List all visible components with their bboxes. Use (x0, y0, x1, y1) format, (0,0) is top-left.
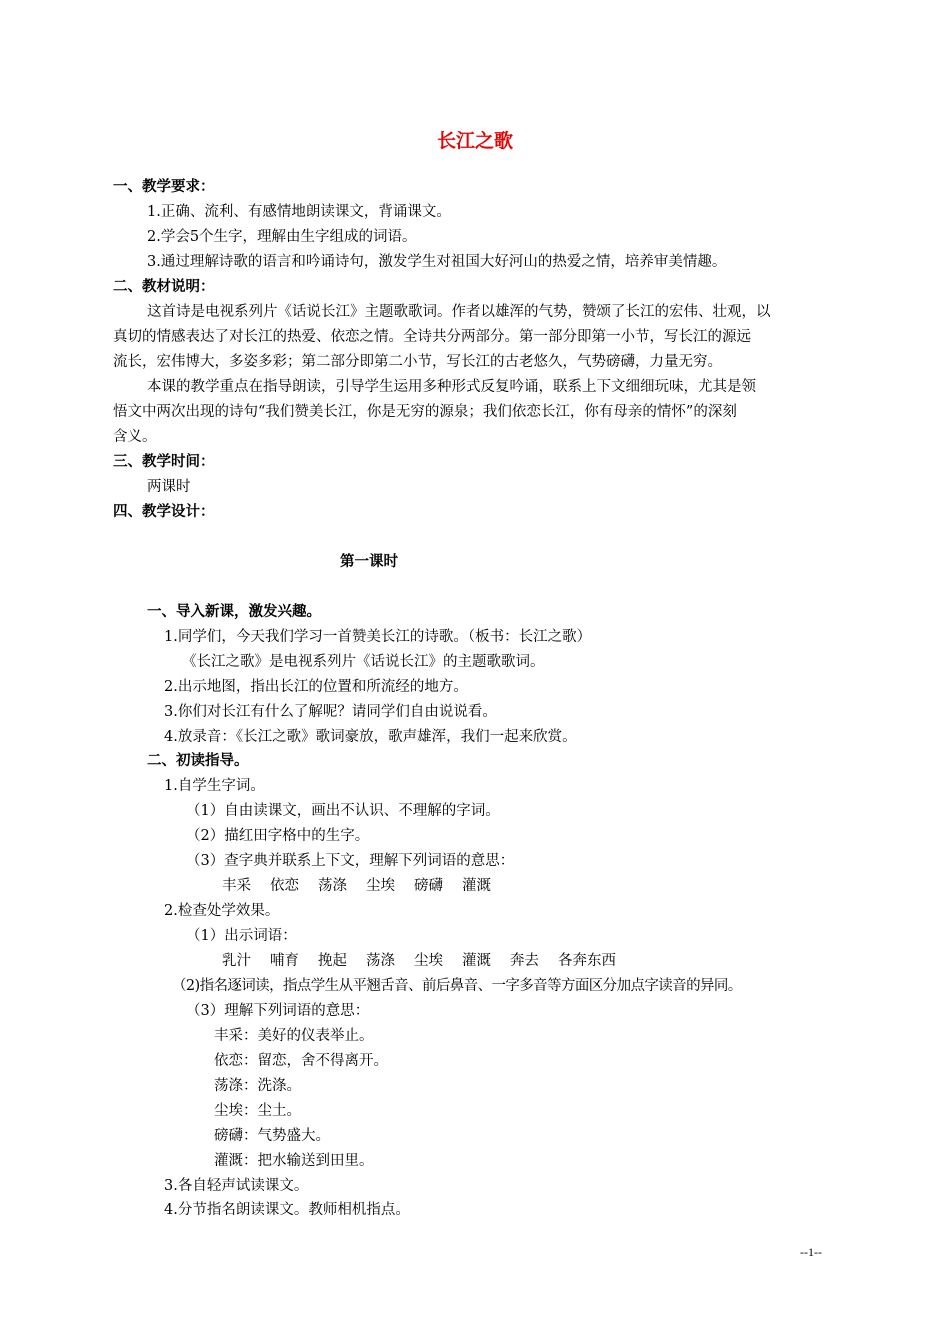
vocabulary-word: 尘埃 (414, 953, 443, 969)
definition-line: 丰采：美好的仪表举止。 (214, 1028, 374, 1044)
vocabulary-list (222, 951, 635, 971)
sub-step-line: （1）出示词语： (186, 928, 297, 944)
lesson-title: 第一课时 (340, 554, 398, 570)
document-title: 长江之歌 (436, 130, 513, 152)
vocabulary-word: 依恋 (270, 878, 299, 894)
section-heading-time: 三、教学时间： (113, 454, 215, 470)
sub-step-line: （1）自由读课文，画出不认识、不理解的字词。 (186, 803, 500, 819)
vocabulary-word: 荡涤 (366, 953, 395, 969)
step-line: 4.放录音：《长江之歌》歌词豪放，歌声雄浑，我们一起来欣赏。 (164, 729, 577, 745)
vocabulary-word: 荡涤 (318, 878, 347, 894)
step-line: 3.你们对长江有什么了解呢？请同学们自由说说看。 (164, 704, 497, 720)
vocabulary-word: 各奔东西 (558, 953, 616, 969)
paragraph-line: 含义。 (113, 429, 157, 445)
vocabulary-word: 灌溉 (462, 878, 491, 894)
teaching-time: 两课时 (147, 479, 191, 495)
vocabulary-word: 挽起 (318, 953, 347, 969)
definition-line: 荡涤：洗涤。 (214, 1078, 301, 1094)
page-number: --1-- (800, 1245, 822, 1259)
vocabulary-word: 灌溉 (462, 953, 491, 969)
sub-step-line: （2)指名逐词读，指点学生从平翘舌音、前后鼻音、一字多音等方面区分加点字读音的异同。 (172, 978, 742, 994)
step-line: 3.各自轻声试读课文。 (164, 1178, 309, 1194)
step-line: 2.检查处学效果。 (164, 903, 280, 919)
step-line: 1.同学们，今天我们学习一首赞美长江的诗歌。（板书：长江之歌） (164, 629, 592, 645)
sub-step-line: （3）查字典并联系上下文，理解下列词语的意思： (186, 853, 515, 869)
part-heading-reading: 二、初读指导。 (147, 753, 249, 769)
vocabulary-word: 丰采 (222, 878, 251, 894)
requirement-item: 2.学会5个生字，理解由生字组成的词语。 (147, 229, 417, 245)
paragraph-line: 本课的教学重点在指导朗读，引导学生运用多种形式反复吟诵，联系上下文细细玩味，尤其是领 (147, 379, 756, 395)
vocabulary-word: 磅礴 (414, 878, 443, 894)
section-heading-design: 四、教学设计： (113, 504, 215, 520)
definition-line: 灌溉：把水输送到田里。 (214, 1153, 374, 1169)
vocabulary-list (222, 876, 510, 896)
requirement-item: 3.通过理解诗歌的语言和吟诵诗句，激发学生对祖国大好河山的热爱之情，培养审美情趣。 (147, 254, 727, 270)
step-line: 4.分节指名朗读课文。教师相机指点。 (164, 1202, 410, 1218)
sub-step-line: （3）理解下列词语的意思： (186, 1003, 370, 1019)
vocabulary-word: 哺育 (270, 953, 299, 969)
requirement-item: 1.正确、流利、有感情地朗读课文，背诵课文。 (147, 204, 451, 220)
definition-line: 尘埃：尘土。 (214, 1103, 301, 1119)
paragraph-line: 悟文中两次出现的诗句“我们赞美长江，你是无穷的源泉；我们依恋长江，你有母亲的情怀”的深刻 (113, 404, 737, 420)
part-heading-intro: 一、导入新课，激发兴趣。 (147, 604, 321, 620)
paragraph-line: 真切的情感表达了对长江的热爱、依恋之情。全诗共分两部分。第一部分即第一小节，写长江的源远 (113, 329, 751, 345)
paragraph-line: 这首诗是电视系列片《话说长江》主题歌歌词。作者以雄浑的气势，赞颂了长江的宏伟、壮观，以 (147, 304, 771, 320)
step-line: 2.出示地图，指出长江的位置和所流经的地方。 (164, 679, 468, 695)
paragraph-line: 流长，宏伟博大，多姿多彩；第二部分即第二小节，写长江的古老悠久，气势磅礴，力量无穷。 (113, 354, 722, 370)
vocabulary-word: 奔去 (510, 953, 539, 969)
sub-step-line: （2）描红田字格中的生字。 (186, 828, 370, 844)
vocabulary-word: 尘埃 (366, 878, 395, 894)
section-heading-materials: 二、教材说明： (113, 279, 215, 295)
definition-line: 依恋：留恋，舍不得离开。 (214, 1053, 388, 1069)
section-heading-requirements: 一、教学要求： (113, 179, 215, 195)
step-line: 《长江之歌》是电视系列片《话说长江》的主题歌歌词。 (182, 654, 545, 670)
definition-line: 磅礴：气势盛大。 (214, 1128, 330, 1144)
vocabulary-word: 乳汁 (222, 953, 251, 969)
step-line: 1.自学生字词。 (164, 778, 265, 794)
